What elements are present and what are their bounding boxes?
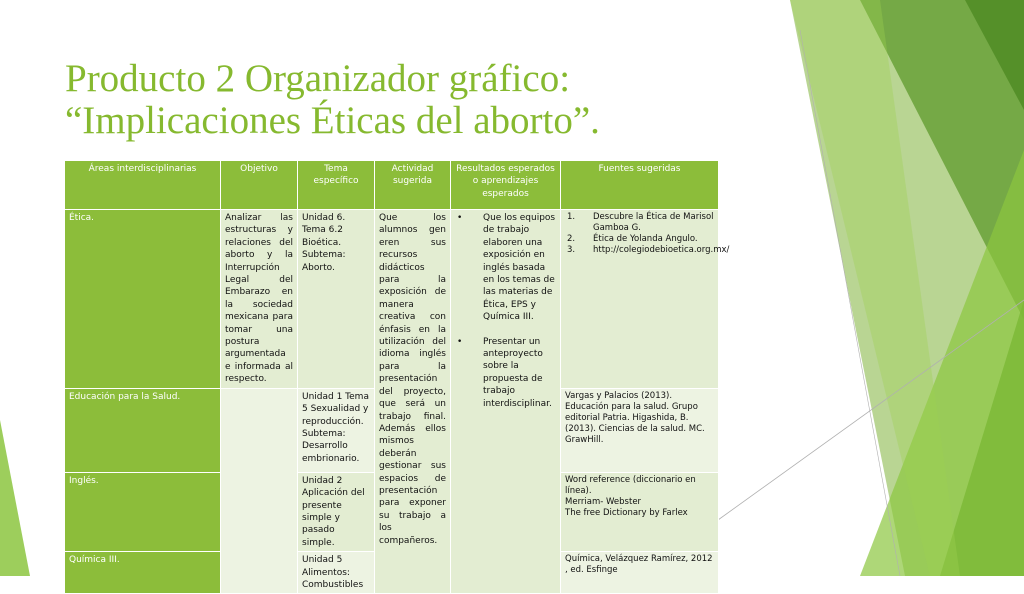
title-line-1: Producto 2 Organizador gráfico: (65, 57, 571, 100)
objetivo-empty-cell (221, 388, 298, 594)
area-cell: Química III. (65, 552, 221, 594)
list-number: 2. (567, 234, 576, 244)
actividad-cell: Que los alumnos gen eren sus recursos didácticos para la exposición de manera creativa con énfasis en la utilización del idioma inglés para la presentación del proyecto, que será un trabajo final. Además ellos mismos deberán gestionar sus espacios de presentación para exponer su trabajo a los compañeros. (375, 210, 451, 594)
area-cell: Educación para la Salud. (65, 388, 221, 472)
fuentes-list (565, 212, 730, 256)
area-cell: Ética. (65, 210, 221, 389)
title-line-2: “Implicaciones Éticas del aborto”. (65, 99, 600, 142)
source-line: The free Dictionary by Farlex (565, 507, 688, 518)
list-number: 1. (567, 212, 576, 222)
source-line: Word reference (diccionario en línea). (565, 474, 696, 496)
fuentes-cell (561, 472, 719, 551)
header-tema: Tema específico (298, 161, 375, 210)
tema-cell: Unidad 1 Tema 5 Sexualidad y reproducción. Subtema: Desarrollo embrionario. (298, 388, 375, 472)
header-actividad: Actividad sugerida (375, 161, 451, 210)
resultados-cell (451, 210, 561, 594)
objetivo-cell: Analizar las estructuras y relaciones del aborto y la Interrupción Legal del Embarazo en la sociedad mexicana para tomar una postura argumentada e informada al respecto. (221, 210, 298, 389)
organizer-table (64, 160, 730, 594)
page-title (65, 58, 765, 142)
header-areas: Áreas interdisciplinarias (65, 161, 221, 210)
area-cell: Inglés. (65, 472, 221, 551)
source-text: http://colegiodebioetica.org.mx/ (593, 245, 730, 255)
table-row (65, 210, 719, 389)
list-item (565, 234, 714, 245)
source-text: Ética de Yolanda Angulo. (593, 234, 698, 244)
source-line: Merriam- Webster (565, 496, 642, 507)
tema-cell: Unidad 6. Tema 6.2 Bioética. Subtema: Aborto. (298, 210, 375, 389)
list-item (565, 245, 730, 256)
table-header-row (65, 161, 719, 210)
list-item (565, 212, 714, 234)
list-item: • Presentar un anteproyecto sobre la propuesta de trabajo interdisciplinar. (455, 336, 556, 410)
list-item: • Que los equipos de trabajo elaboren una exposición en inglés basada en los temas de las materias de Ética, EPS y Química III. (455, 212, 556, 324)
header-fuentes: Fuentes sugeridas (561, 161, 719, 210)
fuentes-cell (561, 210, 730, 389)
fuentes-cell: Vargas y Palacios (2013). Educación para la salud. Grupo editorial Patria. Higashida, B. (2013). Ciencias de la salud. MC. GrawHill. (561, 388, 719, 472)
source-text: Descubre la Ética de Marisol Gamboa G. (593, 212, 714, 233)
resultados-list (455, 212, 556, 410)
tema-cell: Unidad 2 Aplicación del presente simple y pasado simple. (298, 472, 375, 551)
header-objetivo: Objetivo (221, 161, 298, 210)
list-number: 3. (567, 245, 576, 255)
tema-cell: Unidad 5 Alimentos: Combustibles (298, 552, 375, 594)
header-resultados: Resultados esperados o aprendizajes esperados (451, 161, 561, 210)
fuentes-cell: Química, Velázquez Ramírez, 2012 , ed. Esfinge (561, 552, 719, 594)
